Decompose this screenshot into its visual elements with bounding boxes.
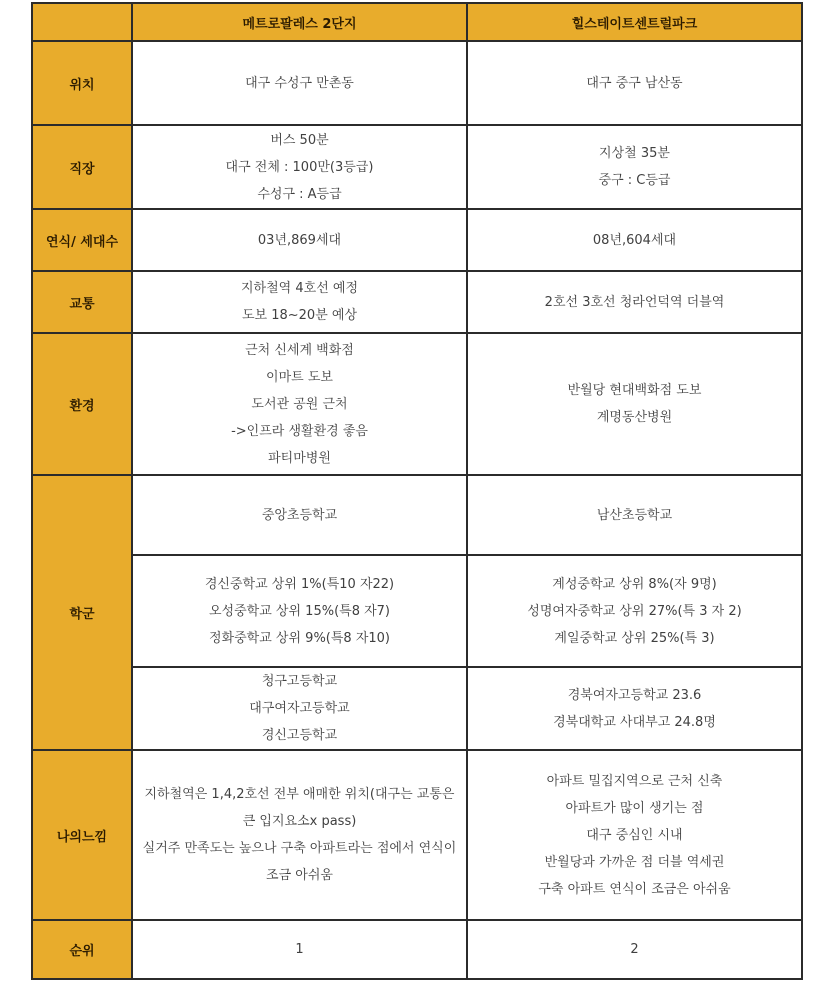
text-line: 1 [295,942,304,957]
text-line: 계성중학교 상위 8%(자 9명) [552,576,717,592]
text-line: 수성구 : A등급 [257,186,342,202]
row-environment [32,333,802,475]
row-nuance [32,750,802,920]
row-traffic [32,271,802,333]
high-apartment-2 [467,667,802,750]
header-apartment-1: 메트로팔레스 2단지 [132,3,467,41]
nuance-apartment-2 [467,750,802,920]
comparison-table [31,2,803,980]
row-location [32,41,802,125]
text-line: 성명여자중학교 상위 27%(특 3 자 2) [527,603,742,619]
row-label-jobs: 직장 [32,125,132,209]
text-line: 2 [630,942,639,957]
text-line: 경북여자고등학교 23.6 [567,687,702,703]
rank-apartment-1 [132,920,467,979]
text-line: 버스 50분 [270,132,329,148]
row-label-year-units: 연식/ 세대수 [32,209,132,271]
row-rank [32,920,802,979]
traffic-apartment-1 [132,271,467,333]
text-line: 청구고등학교 [261,674,338,689]
jobs-apartment-2 [467,125,802,209]
text-line: ->인프라 생활환경 좋음 [231,423,368,439]
middle-apartment-2 [467,555,802,667]
text-line: 아파트 밀집지역으로 근처 신축 [546,773,723,789]
header-apartment-2: 힐스테이트센트럴파크 [467,3,802,41]
environment-apartment-2 [467,333,802,475]
text-line: 08년,604세대 [592,232,677,248]
location-apartment-2 [467,41,802,125]
text-line: 실거주 만족도는 높으나 구축 아파트라는 점에서 연식이 조금 아쉬움 [142,841,457,883]
text-line: 도서관 공원 근처 [251,396,348,412]
text-line: 계명동산병원 [596,410,673,425]
location-apartment-1 [132,41,467,125]
rank-apartment-2 [467,920,802,979]
text-line: 오성중학교 상위 15%(특8 자7) [209,603,390,619]
high-apartment-1 [132,667,467,750]
text-line: 계일중학교 상위 25%(특 3) [554,630,715,646]
elementary-apartment-2 [467,475,802,555]
row-school-elementary [32,475,802,555]
text-line: 반월당과 가까운 점 더블 역세권 [544,854,725,870]
text-line: 정화중학교 상위 9%(특8 자10) [209,630,390,646]
text-line: 대구 수성구 만촌동 [245,75,354,91]
text-line: 근처 신세계 백화점 [245,342,354,358]
text-line: 지하철역 4호선 예정 [241,281,358,296]
row-label-school: 학군 [32,475,132,750]
text-line: 지하철역은 1,4,2호선 전부 애매한 위치(대구는 교통은 큰 입지요소x pass) [144,787,455,829]
environment-apartment-1 [132,333,467,475]
header-row [32,3,802,41]
header-corner [32,3,132,41]
text-line: 도보 18~20분 예상 [241,308,358,323]
row-label-nuance: 나의느낌 [32,750,132,920]
text-line: 구축 아파트 연식이 조금은 아쉬움 [538,881,731,897]
text-line: 반월당 현대백화점 도보 [567,383,702,398]
middle-apartment-1 [132,555,467,667]
traffic-apartment-2 [467,271,802,333]
row-year-units [32,209,802,271]
row-label-environment: 환경 [32,333,132,475]
text-line: 2호선 3호선 청라언덕역 더블역 [544,294,725,310]
row-label-rank: 순위 [32,920,132,979]
text-line: 중앙초등학교 [261,507,338,523]
jobs-apartment-1 [132,125,467,209]
text-line: 대구 전체 : 100만(3등급) [225,159,374,175]
text-line: 파티마병원 [268,450,331,466]
text-line: 경북대학교 사대부고 24.8명 [553,714,716,730]
nuance-apartment-1 [132,750,467,920]
text-line: 아파트가 많이 생기는 점 [565,800,704,816]
text-line: 중구 : C등급 [598,173,671,188]
row-label-traffic: 교통 [32,271,132,333]
row-school-high [32,667,802,750]
text-line: 경신고등학교 [261,728,338,743]
text-line: 남산초등학교 [596,507,673,523]
text-line: 대구 중심인 시내 [586,827,683,843]
text-line: 경신중학교 상위 1%(특10 자22) [204,576,395,592]
text-line: 03년,869세대 [257,232,342,248]
text-line: 대구 중구 남산동 [586,75,683,91]
row-label-location: 위치 [32,41,132,125]
text-line: 이마트 도보 [266,369,333,385]
text-line: 지상철 35분 [599,146,670,161]
elementary-apartment-1 [132,475,467,555]
row-jobs [32,125,802,209]
year-units-apartment-1 [132,209,467,271]
text-line: 대구여자고등학교 [249,701,350,716]
row-school-middle [32,555,802,667]
year-units-apartment-2 [467,209,802,271]
